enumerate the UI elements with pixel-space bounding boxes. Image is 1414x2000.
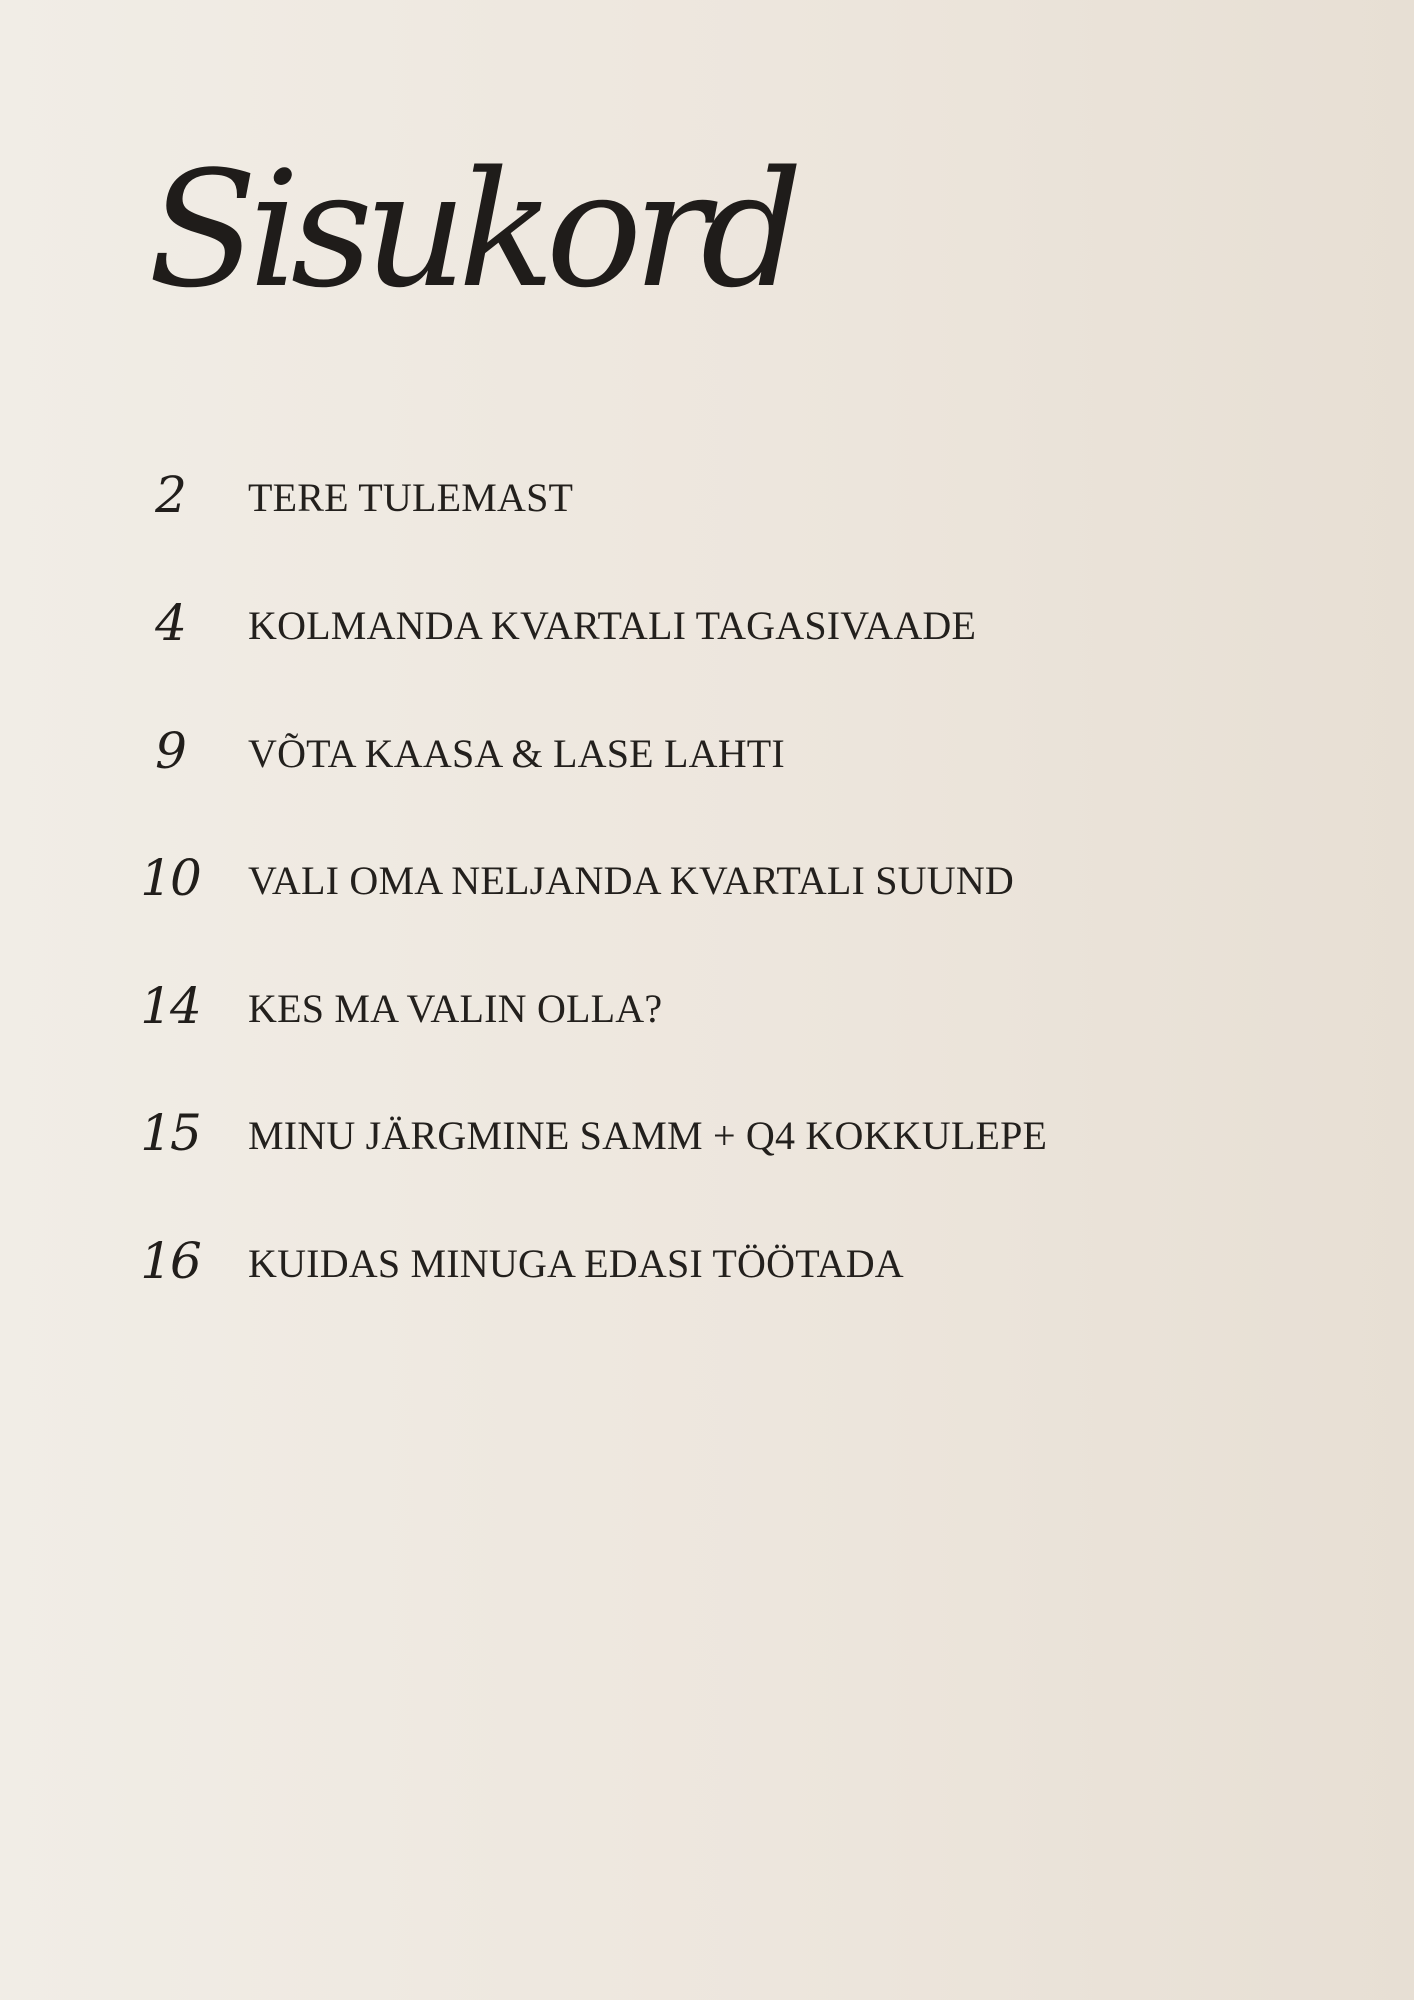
toc-page-number: 4 (155, 594, 185, 652)
toc-page-number: 15 (140, 1104, 200, 1162)
toc-page-number: 9 (155, 722, 185, 780)
toc-entry (0, 594, 1414, 678)
toc-page-number: 2 (155, 466, 185, 524)
toc-entry-title: TERE TULEMAST (248, 475, 574, 520)
toc-entry (0, 1232, 1414, 1316)
page-title: Sisukord (148, 136, 795, 323)
toc-entry (0, 466, 1414, 550)
toc-entry-title: VALI OMA NELJANDA KVARTALI SUUND (248, 858, 1015, 903)
toc-entry (0, 849, 1414, 933)
toc-page-number: 16 (140, 1232, 200, 1290)
toc-page-number: 14 (140, 977, 200, 1035)
toc-entry (0, 977, 1414, 1061)
toc-entry-title: KUIDAS MINUGA EDASI TÖÖTADA (248, 1241, 904, 1286)
toc-entry (0, 722, 1414, 806)
toc-entry (0, 1104, 1414, 1188)
toc-entry-title: KES MA VALIN OLLA? (248, 986, 663, 1031)
toc-entry-title: VÕTA KAASA & LASE LAHTI (248, 731, 785, 776)
toc-entry-title: KOLMANDA KVARTALI TAGASIVAADE (248, 603, 977, 648)
toc-page-number: 10 (140, 849, 200, 907)
toc-entry-title: MINU JÄRGMINE SAMM + Q4 KOKKULEPE (248, 1113, 1048, 1158)
